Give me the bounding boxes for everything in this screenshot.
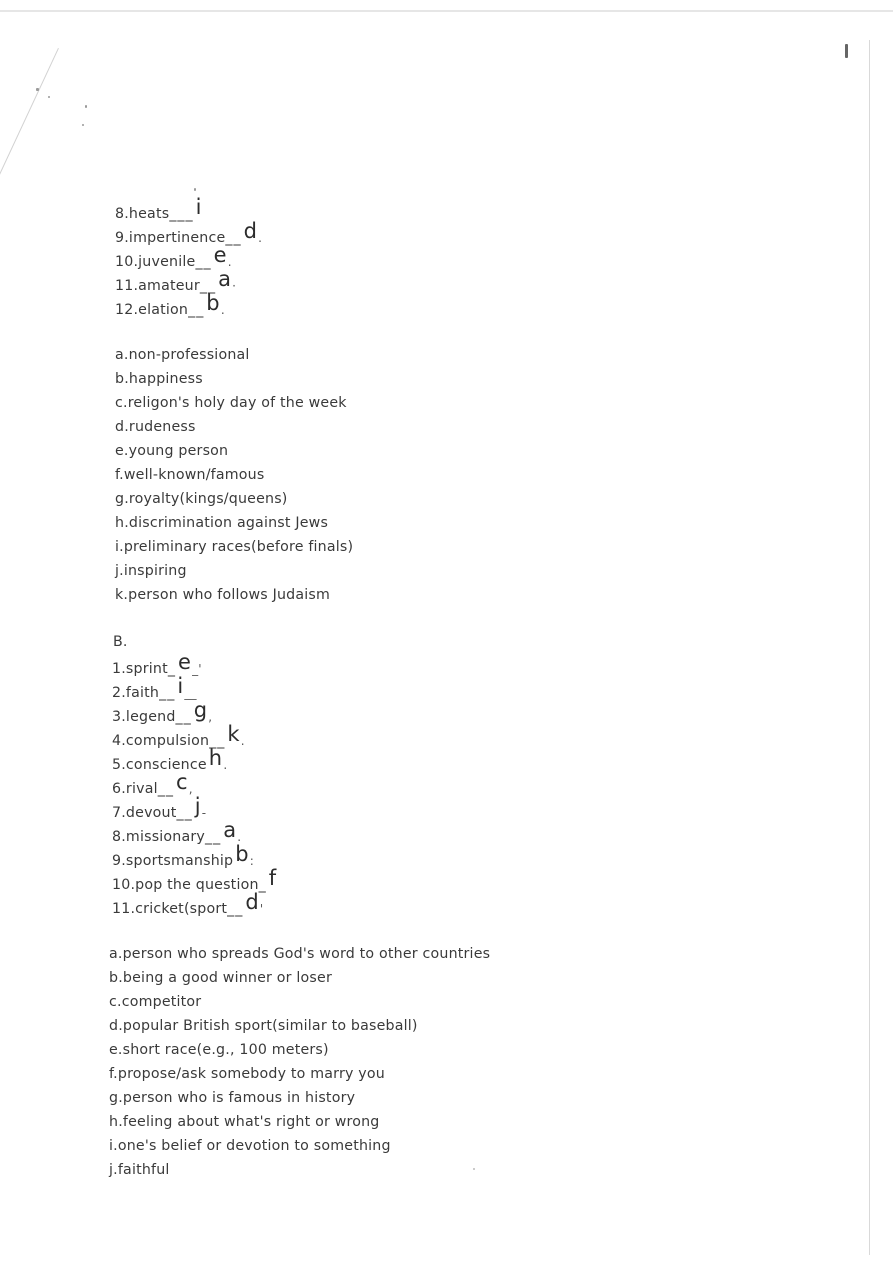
scan-edge-right: [869, 40, 870, 1255]
definition-text: i.one's belief or devotion to something: [109, 1138, 391, 1154]
section-label: B.: [113, 634, 128, 650]
scan-speck: [845, 44, 848, 58]
vocab-item: [112, 746, 228, 773]
definition-text: i.preliminary races(before finals): [115, 539, 354, 555]
definition-item: [109, 1040, 329, 1060]
definition-text: a.person who spreads God's word to other countries: [109, 946, 491, 962]
scan-speck: [48, 96, 50, 98]
answer-blank: _: [167, 661, 176, 677]
definition-item: [115, 513, 328, 533]
vocab-item: [112, 674, 197, 701]
definition-item: [115, 585, 330, 605]
vocab-item: [112, 866, 277, 893]
scan-speck: [85, 105, 87, 108]
pen-mark: .: [220, 303, 225, 317]
definition-item: [109, 944, 490, 964]
scan-artifact-line: [0, 48, 59, 239]
definition-text: f.propose/ask somebody to marry you: [109, 1066, 385, 1082]
definition-text: h.discrimination against Jews: [115, 515, 329, 531]
vocab-word: 1.sprint: [112, 661, 168, 677]
vocab-word: 6.rival: [112, 781, 158, 797]
vocab-word: 5.conscience: [112, 757, 207, 773]
vocab-word: 8.missionary: [112, 829, 206, 845]
answer-blank: __: [195, 254, 212, 270]
pen-mark: ,: [208, 710, 213, 724]
handwritten-answer: k: [227, 722, 240, 746]
vocab-word: 11.cricket(sport: [112, 901, 228, 917]
vocab-item: [112, 818, 242, 845]
pen-mark: ,: [188, 782, 193, 796]
handwritten-answer: f: [268, 866, 277, 890]
vocab-word: 8.heats: [115, 206, 170, 222]
handwritten-answer: e: [177, 650, 192, 674]
definition-item: [109, 1160, 170, 1180]
scan-edge-top: [0, 10, 893, 12]
definition-item: [115, 465, 264, 485]
pen-mark: .: [223, 758, 228, 772]
pen-mark: :: [249, 854, 255, 868]
definition-text: c.religon's holy day of the week: [115, 395, 347, 411]
definition-text: d.popular British sport(similar to baseball): [109, 1018, 418, 1034]
definition-text: j.inspiring: [115, 563, 187, 579]
vocab-word: 9.impertinence: [115, 230, 226, 246]
pen-mark: ·: [232, 279, 237, 293]
definition-text: e.short race(e.g., 100 meters): [109, 1042, 329, 1058]
handwritten-answer: b: [206, 291, 220, 315]
definition-item: [109, 1112, 380, 1132]
answer-blank: __: [159, 685, 176, 701]
vocab-word: 10.pop the question: [112, 877, 259, 893]
answer-blank: __: [176, 805, 193, 821]
definition-text: e.young person: [115, 443, 229, 459]
definition-text: j.faithful: [109, 1162, 170, 1178]
scan-speck: [36, 88, 39, 91]
definition-text: g.royalty(kings/queens): [115, 491, 288, 507]
vocab-item: [112, 890, 264, 917]
answer-blank: __: [199, 278, 217, 294]
handwritten-answer: i: [195, 195, 202, 219]
answer-blank: __: [227, 901, 244, 917]
pen-mark: _': [192, 662, 202, 676]
answer-blank: __: [225, 230, 242, 246]
handwritten-answer: h: [208, 746, 223, 770]
handwritten-answer: c: [175, 770, 188, 794]
vocab-word: 3.legend: [112, 709, 176, 725]
vocab-item: [112, 770, 193, 797]
definition-item: [115, 489, 288, 509]
definition-item: [115, 537, 353, 557]
definition-item: [109, 1136, 391, 1156]
vocab-item: [115, 243, 232, 270]
vocab-item: [115, 267, 237, 294]
vocab-word: 2.faith: [112, 685, 160, 701]
vocab-item: [112, 794, 207, 821]
pen-mark: .: [237, 830, 242, 844]
pen-mark: .: [227, 255, 232, 269]
definition-text: a.non-professional: [115, 347, 250, 363]
vocab-item: [115, 291, 225, 318]
vocab-item: [112, 650, 202, 677]
handwritten-answer: a: [218, 267, 232, 291]
definition-item: [115, 561, 187, 581]
definition-text: k.person who follows Judaism: [115, 587, 331, 603]
section-heading: [113, 632, 128, 652]
handwritten-answer: d: [245, 890, 259, 914]
handwritten-answer: a: [223, 818, 237, 842]
vocab-word: 12.elation: [115, 302, 189, 318]
handwritten-answer: i: [177, 674, 184, 698]
pen-mark: -: [201, 806, 207, 820]
vocab-word: 9.sportsmanship: [112, 853, 234, 869]
definition-text: b.happiness: [115, 371, 203, 387]
pen-mark: .: [240, 734, 245, 748]
definition-item: [115, 417, 196, 437]
definition-item: [115, 393, 347, 413]
answer-blank: _: [258, 877, 267, 893]
definition-item: [109, 1088, 355, 1108]
definition-text: g.person who is famous in history: [109, 1090, 356, 1106]
definition-item: [109, 992, 201, 1012]
definition-item: [115, 345, 250, 365]
handwritten-answer: b: [235, 842, 249, 866]
answer-blank: ___: [169, 206, 194, 222]
handwritten-answer: g: [193, 698, 208, 722]
answer-blank: __: [188, 302, 205, 318]
handwritten-answer: j: [194, 794, 201, 818]
answer-blank: __: [205, 829, 222, 845]
vocab-item: [112, 842, 255, 869]
vocab-word: 4.compulsion: [112, 733, 210, 749]
vocab-item: [115, 219, 263, 246]
pen-mark: .: [258, 231, 263, 245]
definition-text: d.rudeness: [115, 419, 196, 435]
definition-text: h.feeling about what's right or wrong: [109, 1114, 380, 1130]
scan-speck: [473, 1168, 475, 1170]
vocab-item: [115, 195, 203, 222]
answer-blank: __: [175, 709, 192, 725]
pen-mark: __: [184, 686, 197, 700]
scan-speck: [194, 188, 196, 191]
vocab-word: 7.devout: [112, 805, 177, 821]
vocab-item: [112, 698, 213, 725]
answer-blank: __: [157, 781, 174, 797]
answer-blank: __: [209, 733, 226, 749]
vocab-item: [112, 722, 245, 749]
definition-item: [109, 1016, 418, 1036]
vocab-word: 11.amateur: [115, 278, 200, 294]
pen-mark: ': [259, 902, 264, 916]
vocab-word: 10.juvenile: [115, 254, 196, 270]
definition-text: b.being a good winner or loser: [109, 970, 332, 986]
definition-text: c.competitor: [109, 994, 202, 1010]
definition-item: [109, 968, 332, 988]
definition-text: f.well-known/famous: [115, 467, 265, 483]
definition-item: [115, 369, 203, 389]
handwritten-answer: d: [243, 219, 258, 243]
definition-item: [109, 1064, 385, 1084]
handwritten-answer: e: [213, 243, 227, 267]
scan-speck: [82, 124, 84, 126]
definition-item: [115, 441, 228, 461]
